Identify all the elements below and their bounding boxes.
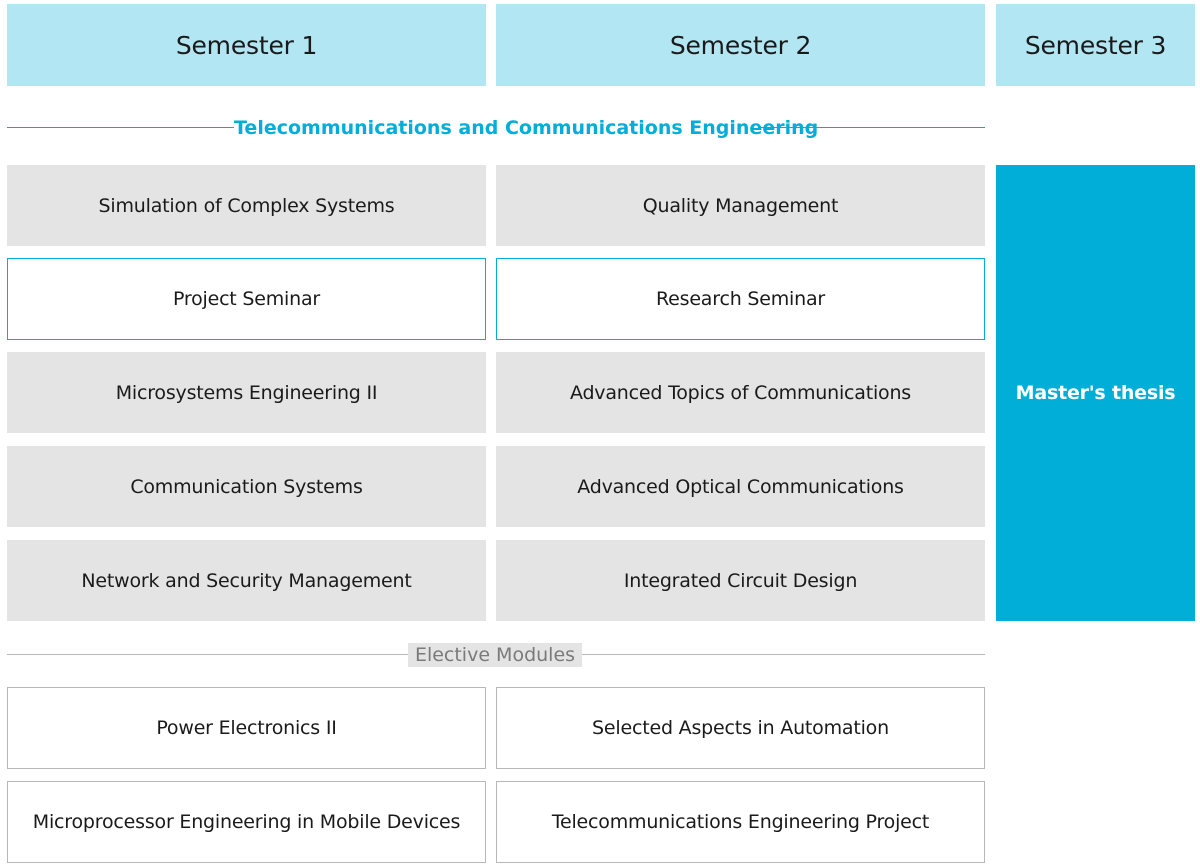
elective-selected-aspects-in-automation <box>496 687 985 769</box>
elective-power-electronics-ii <box>7 687 486 769</box>
module-label: Quality Management <box>642 194 839 217</box>
module-label: Simulation of Complex Systems <box>98 194 395 217</box>
module-label: Integrated Circuit Design <box>623 569 858 592</box>
semester-2-label: Semester 2 <box>669 30 812 60</box>
module-label: Project Seminar <box>172 288 321 310</box>
programme-divider-left <box>7 127 234 128</box>
module-communication-systems <box>7 446 486 527</box>
elective-divider-right <box>582 654 985 655</box>
module-integrated-circuit-design <box>496 540 985 621</box>
programme-title: Telecommunications and Communications Engineering <box>234 117 819 139</box>
module-label: Advanced Topics of Communications <box>569 381 912 404</box>
semester-1-header <box>7 4 486 86</box>
module-label: Advanced Optical Communications <box>577 475 904 498</box>
module-project-seminar <box>7 258 486 340</box>
semester-2-header <box>496 4 985 86</box>
module-label: Network and Security Management <box>81 569 412 592</box>
module-label: Microsystems Engineering II <box>115 381 378 404</box>
module-network-and-security-management <box>7 540 486 621</box>
module-advanced-topics-of-communications <box>496 352 985 433</box>
semester-1-label: Semester 1 <box>175 30 318 60</box>
elective-label: Selected Aspects in Automation <box>592 717 889 739</box>
module-research-seminar <box>496 258 985 340</box>
elective-label: Microprocessor Engineering in Mobile Devices <box>32 811 461 833</box>
elective-modules-title: Elective Modules <box>408 643 582 667</box>
module-label: Communication Systems <box>130 475 363 498</box>
module-advanced-optical-communications <box>496 446 985 527</box>
elective-label: Telecommunications Engineering Project <box>551 811 930 833</box>
module-quality-management <box>496 165 985 246</box>
elective-microprocessor-engineering <box>7 781 486 863</box>
masters-thesis <box>996 165 1195 621</box>
elective-telecommunications-engineering-project <box>496 781 985 863</box>
module-label: Research Seminar <box>655 288 826 310</box>
elective-divider-left <box>7 654 408 655</box>
module-microsystems-engineering-ii <box>7 352 486 433</box>
semester-3-label: Semester 3 <box>1024 30 1167 60</box>
module-simulation-of-complex-systems <box>7 165 486 246</box>
elective-label: Power Electronics II <box>156 717 337 739</box>
semester-3-header <box>996 4 1195 86</box>
masters-thesis-label: Master's thesis <box>1015 382 1176 404</box>
programme-divider-right <box>758 127 985 128</box>
